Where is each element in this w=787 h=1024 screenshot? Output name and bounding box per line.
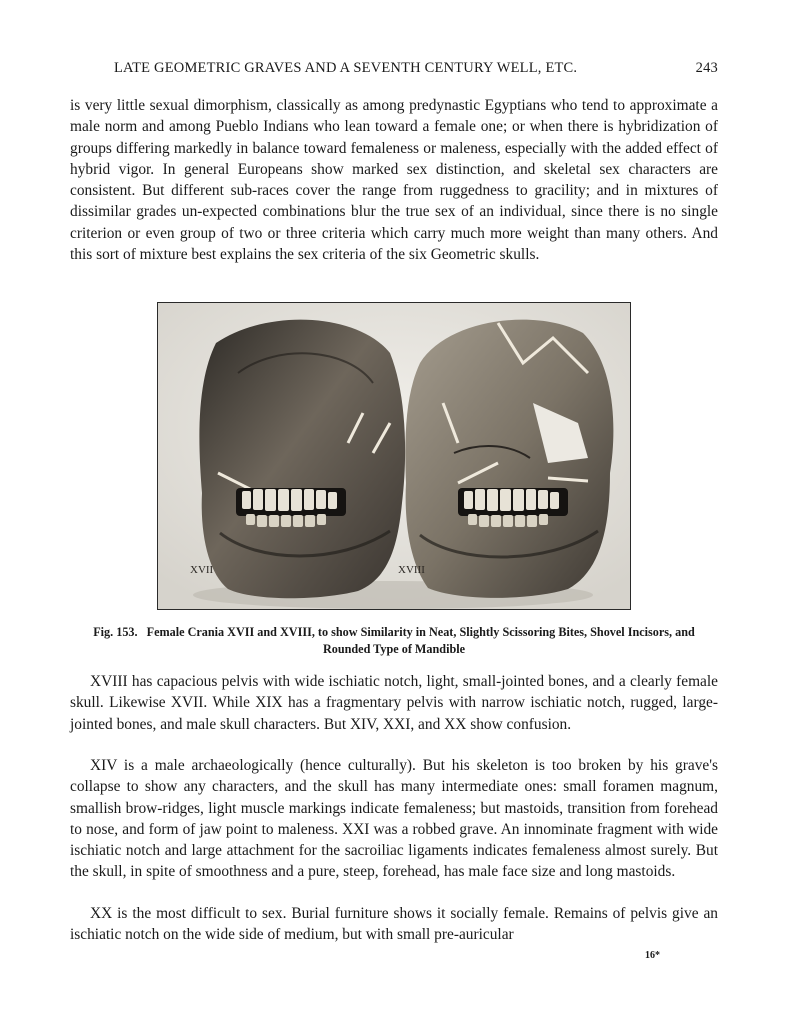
paragraph-2: XVIII has capacious pelvis with wide ischiatic notch, light, small-jointed bones, and a clearly female skull. Likewise XVII. While XIX has a fragmentary pelvis with narrow ischiatic notch, rugged, large-jointed bones, and male skull characters. But XIV, XXI, and XX show confusion. bbox=[70, 673, 718, 733]
skulls-photo bbox=[158, 303, 631, 610]
label-xviii: XVIII bbox=[398, 564, 425, 576]
label-xvii: XVII bbox=[190, 564, 214, 576]
paragraph-3: XIV is a male archaeologically (hence culturally). But his skeleton is too broken by his grave's collapse to show any characters, and the skull has many intermediate ones: small foramen magnum, smallish brow-ridges, light muscle markings indicate femaleness; but mastoids, transition from forehead to nose, and form of jaw point to maleness. XXI was a robbed grave. An innominate fragment with wide ischiatic notch and large attachment for the sacroiliac ligaments indicates femaleness almost surely. But the skull, in spite of smoothness and a pure, steep, forehead, has male face size and long mastoids. bbox=[70, 757, 718, 881]
figure-number: Fig. 153. bbox=[93, 625, 138, 639]
running-header bbox=[70, 60, 718, 82]
paragraph-4: XX is the most difficult to sex. Burial furniture shows it socially female. Remains of pelvis give an ischiatic notch on the wide side of medium, but with small pre-auricular bbox=[70, 905, 718, 944]
skull-xviii bbox=[405, 320, 613, 598]
skull-xvii bbox=[199, 320, 405, 599]
running-title: LATE GEOMETRIC GRAVES AND A SEVENTH CENTURY WELL, ETC. bbox=[114, 60, 578, 76]
figure-caption-text: Female Crania XVII and XVIII, to show Similarity in Neat, Slightly Scissoring Bites, Shovel Incisors, and Rounded Type of Mandible bbox=[146, 625, 695, 656]
signature-mark: 16* bbox=[645, 950, 660, 961]
figure-photograph bbox=[157, 302, 631, 610]
figure-caption bbox=[70, 624, 718, 658]
page-number: 243 bbox=[695, 60, 718, 76]
paragraph-1: is very little sexual dimorphism, classically as among predynastic Egyptians who tend to approximate a male norm and among Pueblo Indians who lean toward a female one; or when there is hybridization of groups differing markedly in balance toward femaleness or maleness, especially with the added effect of hybrid vigor. In general Europeans show marked sex distinction, and skeletal sex characters are consistent. But different sub-races cover the range from ruggedness to gracility; and in mixtures of dissimilar grades un-expected combinations blur the true sex of an individual, since there is no single criterion or even group of two or three criteria which carry much more weight than many others. And this sort of mixture best explains the sex criteria of the six Geometric skulls. bbox=[70, 97, 718, 264]
